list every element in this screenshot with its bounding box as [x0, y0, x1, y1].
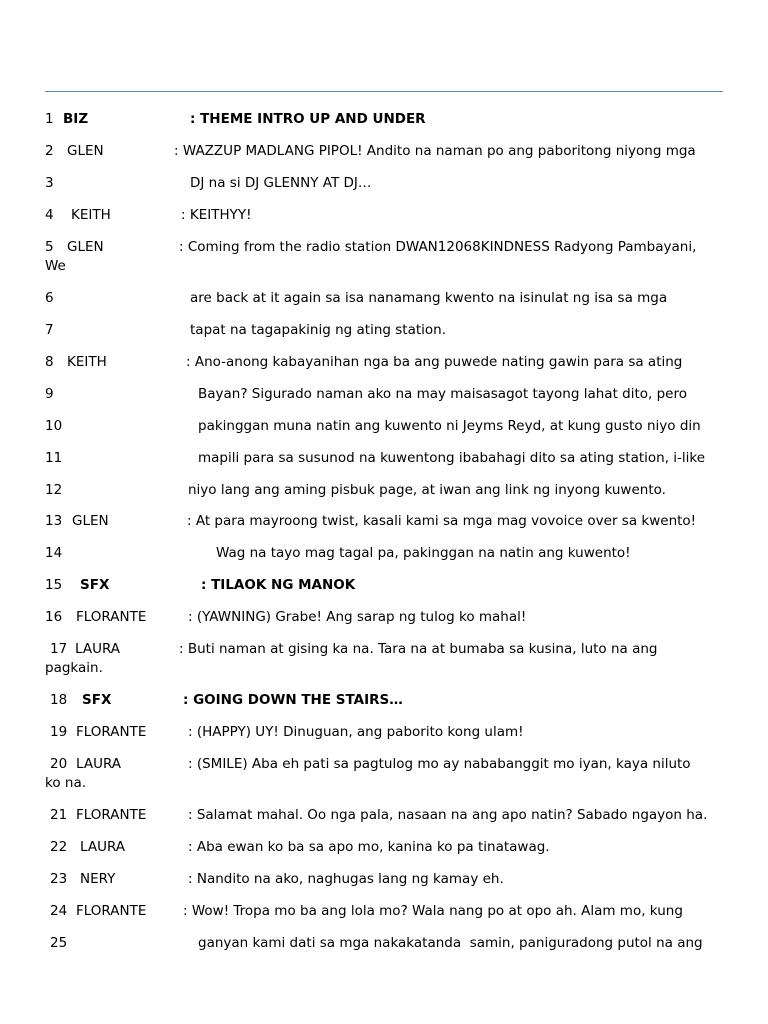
line-text: : Buti naman at gising ka na. Tara na at bumaba sa kusina, luto na ang — [179, 641, 658, 657]
line-number: 21 — [50, 807, 68, 823]
line-text: : Aba ewan ko ba sa apo mo, kanina ko pa tinatawag. — [188, 839, 550, 855]
line-text: : THEME INTRO UP AND UNDER — [190, 111, 426, 127]
speaker-name: FLORANTE — [76, 609, 147, 625]
line-number: 7 — [45, 322, 54, 338]
line-text: : TILAOK NG MANOK — [201, 577, 356, 593]
line-text: tapat na tagapakinig ng ating station. — [190, 322, 446, 338]
line-text: : (HAPPY) UY! Dinuguan, ang paborito kong ulam! — [188, 724, 524, 740]
line-text: : KEITHYY! — [181, 207, 252, 223]
line-text: are back at it again sa isa nanamang kwento na isinulat ng isa sa mga — [190, 290, 668, 306]
speaker-name: SFX — [80, 577, 110, 593]
line-number: 23 — [50, 871, 68, 887]
line-text-continued: ko na. — [45, 775, 87, 791]
line-number: 15 — [45, 577, 63, 593]
speaker-name: KEITH — [67, 354, 107, 370]
header-rule — [45, 91, 723, 92]
line-text-continued: We — [45, 258, 66, 274]
line-text: Bayan? Sigurado naman ako na may maisasagot tayong lahat dito, pero — [198, 386, 687, 402]
line-number: 10 — [45, 418, 63, 434]
line-number: 17 — [50, 641, 68, 657]
line-number: 19 — [50, 724, 68, 740]
line-text-continued: pagkain. — [45, 660, 103, 676]
line-text: : Salamat mahal. Oo nga pala, nasaan na ang apo natin? Sabado ngayon ha. — [188, 807, 708, 823]
line-number: 12 — [45, 482, 63, 498]
script-line — [45, 934, 735, 1010]
line-text: mapili para sa susunod na kuwentong ibabahagi dito sa ating station, i-like — [198, 450, 706, 466]
line-text: : Coming from the radio station DWAN12068KINDNESS Radyong Pambayani, — [179, 239, 697, 255]
line-text: : (YAWNING) Grabe! Ang sarap ng tulog ko mahal! — [188, 609, 527, 625]
speaker-name: GLEN — [67, 143, 104, 159]
line-number: 1 — [45, 111, 54, 127]
line-text: niyo lang ang aming pisbuk page, at iwan ang link ng inyong kuwento. — [188, 482, 666, 498]
speaker-name: FLORANTE — [76, 807, 147, 823]
line-number: 16 — [45, 609, 63, 625]
line-number: 8 — [45, 354, 54, 370]
speaker-name: LAURA — [80, 839, 126, 855]
speaker-name: FLORANTE — [76, 903, 147, 919]
line-number: 4 — [45, 207, 54, 223]
line-text: ganyan kami dati sa mga nakakatanda samin, paniguradong putol na ang — [198, 935, 703, 951]
line-number: 3 — [45, 175, 54, 191]
speaker-name: NERY — [80, 871, 116, 887]
line-text: : Nandito na ako, naghugas lang ng kamay eh. — [188, 871, 504, 887]
line-text: : Ano-anong kabayanihan nga ba ang puwede nating gawin para sa ating — [186, 354, 683, 370]
line-text: : Wow! Tropa mo ba ang lola mo? Wala nang po at opo ah. Alam mo, kung — [183, 903, 683, 919]
speaker-name: LAURA — [76, 756, 122, 772]
line-number: 25 — [50, 935, 68, 951]
line-number: 13 — [45, 513, 63, 529]
line-number: 14 — [45, 545, 63, 561]
line-text: DJ na si DJ GLENNY AT DJ… — [190, 175, 372, 191]
speaker-name: BIZ — [63, 111, 89, 127]
line-number: 22 — [50, 839, 68, 855]
line-number: 2 — [45, 143, 54, 159]
line-number: 9 — [45, 386, 54, 402]
line-text: : At para mayroong twist, kasali kami sa mga mag vovoice over sa kwento! — [187, 513, 697, 529]
line-text: : (SMILE) Aba eh pati sa pagtulog mo ay nababanggit mo iyan, kaya niluto — [188, 756, 691, 772]
line-text: : WAZZUP MADLANG PIPOL! Andito na naman po ang paboritong niyong mga — [174, 143, 696, 159]
line-number: 6 — [45, 290, 54, 306]
line-text: pakinggan muna natin ang kuwento ni Jeyms Reyd, at kung gusto niyo din — [198, 418, 701, 434]
line-number: 11 — [45, 450, 63, 466]
speaker-name: SFX — [82, 692, 112, 708]
speaker-name: LAURA — [75, 641, 121, 657]
speaker-name: GLEN — [72, 513, 109, 529]
line-number: 5 — [45, 239, 54, 255]
line-text: : GOING DOWN THE STAIRS… — [183, 692, 403, 708]
line-text: Wag na tayo mag tagal pa, pakinggan na natin ang kuwento! — [216, 545, 631, 561]
speaker-name: KEITH — [71, 207, 111, 223]
line-number: 20 — [50, 756, 68, 772]
speaker-name: GLEN — [67, 239, 104, 255]
line-number: 18 — [50, 692, 68, 708]
speaker-name: FLORANTE — [76, 724, 147, 740]
line-number: 24 — [50, 903, 68, 919]
